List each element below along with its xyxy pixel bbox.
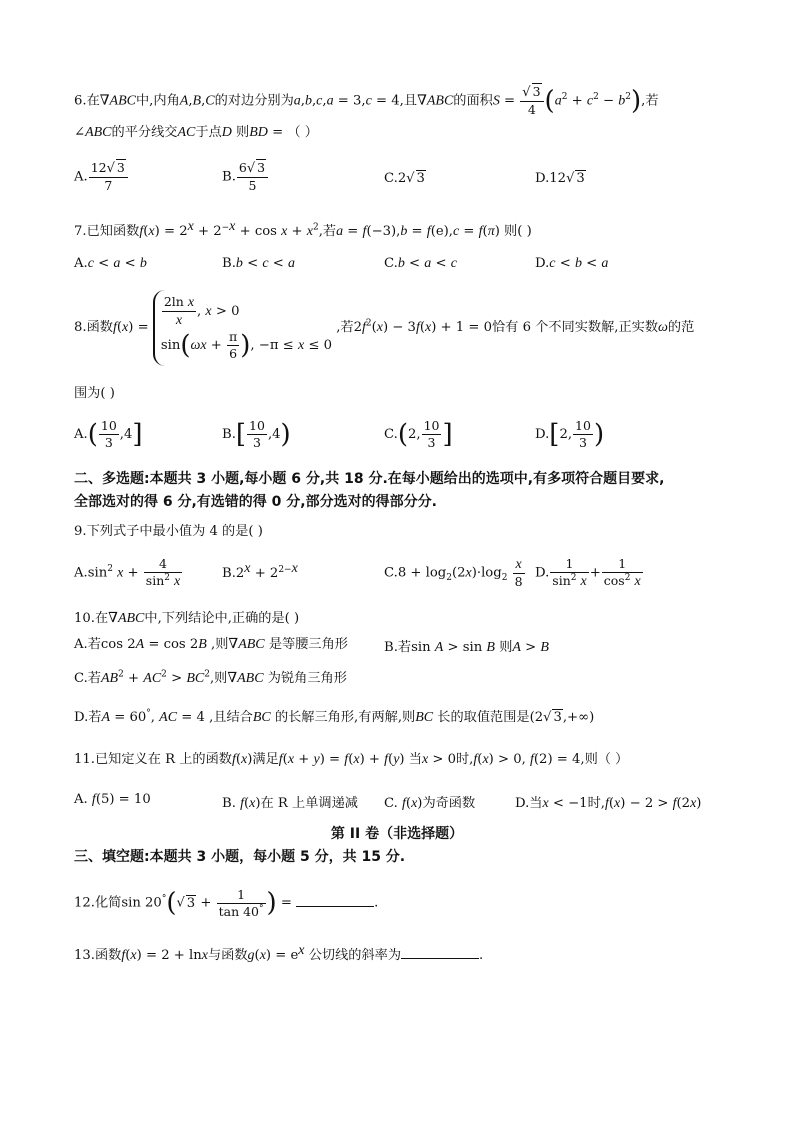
q9-option-d: D. $\frac{1}{\sin^2 x}$ + $\frac{1}{\cos^2 x}$	[535, 556, 641, 589]
q10-option-a: A.若cos 2A = cos 2B ,则∇ABC 是等腰三角形	[74, 637, 348, 652]
q7-option-a: A.c < a < b	[74, 256, 147, 271]
q11-option-c: C. f(x)为奇函数	[384, 796, 476, 811]
q8-option-a: A.( $\frac{10}{3}$ ,4]	[74, 418, 143, 450]
q7-option-b: B.b < c < a	[222, 256, 295, 271]
q6-option-d: D.12√ 3	[535, 171, 585, 186]
q8-stem: 8.函数f(x) = $\frac{\text{2ln x}}{x}$ , x > 0 sin(ωx + $\frac{\pi}{6}$ ), −π ≤ x ≤ 0 ,若$2f^2(x) - 3f(x) + 1 = 0$恰有 6 个不同实数解,正实数ω的范	[74, 287, 694, 369]
q11-stem: 11.已知定义在 R 上的函数f(x)满足f(x + y) = f(x) + f(y) 当x > 0时,f(x) > 0, f(2) = 4,则（ ）	[74, 752, 629, 767]
q7-stem: 7.已知函数$f(x) = 2^x + 2^{-x} + \cos x + x^2$,若a = f(−3),b = f(e),c = f(π) 则( )	[74, 218, 532, 239]
q10-option-d: D.若A = 60°, AC = 4 ,且结合BC 的长解三角形,有两解,则BC 长的取值范围是(2√ 3,+∞)	[74, 708, 595, 725]
q9-option-c: $C.8 + \log_2(2x)\cdot\log_2$ $\frac{x}{8}$	[384, 557, 523, 589]
q6-line2: ∠ABC的平分线交AC于点D 则BD = （ ）	[74, 125, 318, 140]
q10-option-b: B.若sin A > sin B 则A > B	[384, 640, 549, 655]
q10-option-c: C.若$AB^2 + AC^2 > BC^2$,则∇ABC 为锐角三角形	[74, 669, 347, 686]
q11-option-d: D.当x < −1时,f(x) − 2 > f(2x)	[515, 796, 702, 811]
q6-option-b: B. $\frac{6√ 3}{5}$	[222, 160, 269, 194]
q9-stem: 9.下列式子中最小值为 4 的是( )	[74, 524, 263, 539]
q10-stem: 10.在∇ABC中,下列结论中,正确的是( )	[74, 611, 300, 626]
section-fill-in-heading: 三、填空题:本题共 3 小题，每小题 5 分，共 15 分.	[74, 849, 406, 865]
q13-answer-blank[interactable]	[401, 946, 479, 959]
q12-answer-blank[interactable]	[296, 894, 374, 907]
section-multi-choice-heading: 二、多选题:本题共 3 小题,每小题 6 分,共 18 分.在每小题给出的选项中,有多项符合题目要求, 全部选对的得 6 分,有选错的得 0 分,部分选对的得部分分.	[74, 471, 665, 510]
q11-option-a: A. f(5) = 10	[74, 792, 151, 807]
q8-option-c: C.(2, $\frac{10}{3}$ ]	[384, 418, 453, 450]
part-two-title: 第 II 卷（非选择题）	[330, 826, 464, 842]
q8-option-b: B.[ $\frac{10}{3}$ ,4)	[222, 418, 291, 450]
q11-option-b: B. f(x)在 R 上单调递减	[222, 796, 358, 811]
q7-option-d: D.c < b < a	[535, 256, 609, 271]
q6-option-c: C.2√ 3	[384, 171, 425, 186]
q9-option-a: $A.\sin^2$ x + $\frac{4}{\sin^2 x}$	[74, 556, 181, 589]
q6-line1: 6.在∇ABC中,内角A,B,C的对边分别为a,b,c,a = 3,c = 4,且∇ABC的面积S = $\frac{√ 3}{4}$ $(a^2 + c^2 - b^2)$,若	[74, 84, 659, 117]
q12-stem: 12.化简sin 20°(√ 3 + $\frac{1}{\tan 40^\circ}$ ) = .	[74, 886, 379, 919]
q8-option-d: D.[2, $\frac{10}{3}$ )	[535, 418, 605, 450]
q9-option-b: $B.2^x + 2^{2-x}$	[222, 560, 298, 581]
q6-option-a: A. $\frac{12√ 3}{7}$	[74, 160, 129, 194]
q7-option-c: C.b < a < c	[384, 256, 457, 271]
q8-line2: 围为( )	[74, 386, 115, 401]
q13-stem: 13.函数f(x) = 2 + lnx与函数$g(x) = e^x$ 公切线的斜率为 .	[74, 942, 484, 963]
